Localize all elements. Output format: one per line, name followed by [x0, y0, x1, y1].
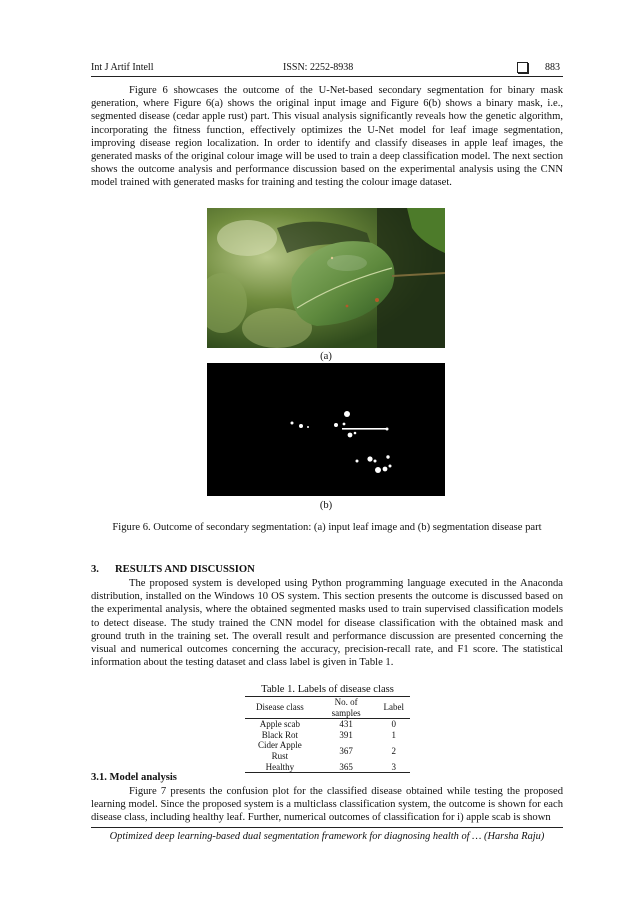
table-row	[245, 762, 410, 773]
table-cell: Black Rot	[261, 729, 298, 740]
table-header: No. of samples	[331, 697, 361, 718]
figure-caption: Figure 6. Outcome of secondary segmentation: (a) input leaf image and (b) segmentation disease part	[112, 522, 542, 533]
table-header: Disease class	[256, 702, 304, 713]
journal-name: Int J Artif Intell	[91, 62, 154, 73]
figure-label-b: (b)	[319, 500, 333, 511]
model-analysis-paragraph: Figure 7 presents the confusion plot for the classified disease obtained while testing the proposed learning model. Since the proposed system is a multiclass classification system, the outcome is shown for each disease class, including healthy leaf. Further, numerical outcomes of classification for i) apple scab is shown	[91, 786, 563, 824]
table-cell: 391	[339, 729, 353, 740]
binary-mask-graphic	[207, 363, 445, 496]
section-title: RESULTS AND DISCUSSION	[115, 564, 255, 575]
binary-mask	[207, 363, 445, 496]
page-number: 883	[545, 62, 560, 73]
footer-running-title: Optimized deep learning-based dual segmentation framework for diagnosing health of … (Harsha Raju)	[109, 831, 545, 842]
table-row	[245, 719, 410, 730]
table-cell: 2	[391, 745, 396, 756]
table-cell: 3	[391, 761, 396, 772]
checkbox-square-icon	[517, 62, 528, 73]
table-cell: 431	[339, 719, 353, 730]
table-cell: Healthy	[265, 761, 295, 772]
disease-class-table	[245, 696, 410, 773]
figure-label-a: (a)	[320, 351, 332, 362]
footer-rule	[91, 827, 563, 828]
results-paragraph: The proposed system is developed using Python programming language executed in the Anaconda distribution, installed on the Windows 10 OS system. This section presents the outcome is discussed based on the experimental analysis, where the obtained segmented masks used to train supervised classification models to detect disease. The study trained the CNN model for disease classification with the obtained mask and ground truth in the training set. The overall result and performance discussion are presented concerning the visual and numerical outcomes concerning the accuracy, precision-recall rate, and F1 score. The statistical information about the testing dataset and class label is given in Table 1.	[91, 578, 563, 669]
table-caption: Table 1. Labels of disease class	[261, 684, 394, 695]
table-cell: 365	[339, 761, 353, 772]
issn: ISSN: 2252-8938	[283, 62, 354, 73]
table-cell: Apple scab	[259, 719, 300, 730]
leaf-photo	[207, 208, 445, 348]
header-rule	[91, 76, 563, 77]
table-container	[245, 684, 410, 773]
table-cell: Cider Apple Rust	[258, 740, 302, 761]
table-cell: 1	[391, 729, 396, 740]
table-cell: 0	[391, 719, 396, 730]
table-row	[245, 730, 410, 741]
table-row	[245, 740, 410, 761]
table-header-row	[245, 697, 410, 719]
section-number: 3.	[91, 564, 99, 575]
subsection-title: 3.1. Model analysis	[91, 772, 177, 783]
intro-paragraph: Figure 6 showcases the outcome of the U-Net-based secondary segmentation for binary mask generation, where Figure 6(a) shows the original input image and Figure 6(b) shows a binary mask, i.e., segmented disease (cedar apple rust) part. This visual analysis significantly reveals how the genetic algorithm, incorporating the fitness function, effectively optimizes the U-Net model for leaf image segmentation, improving disease region localization. In order to identify and classify diseases in apple leaf images, the generated masks of the original colour image will be used to train a deep classification model. The next section shows the outcome analysis and performance discussion based on the experimental analysis using the CNN model trained with generated masks for training and testing the colour image dataset.	[91, 85, 563, 189]
table-header: Label	[383, 702, 404, 713]
leaf-photo-graphic	[207, 208, 445, 348]
table-cell: 367	[339, 745, 353, 756]
